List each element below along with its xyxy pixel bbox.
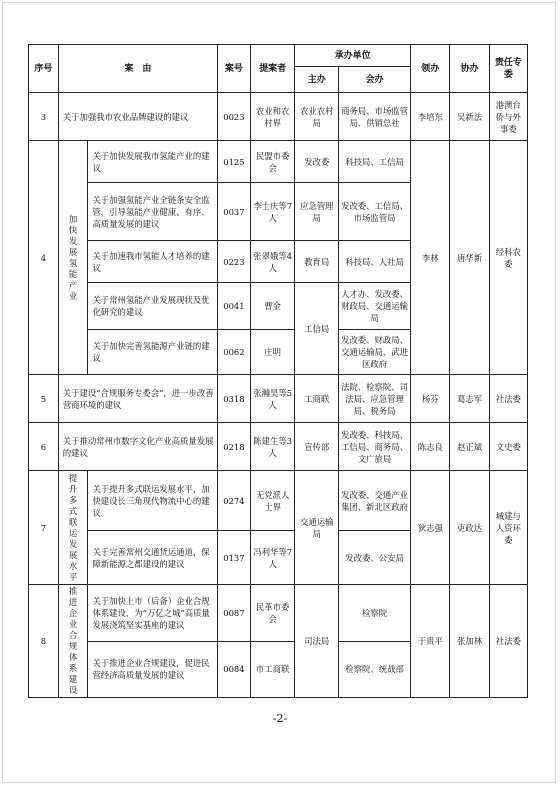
committee-cell: 社法委 xyxy=(489,585,527,698)
group-cell xyxy=(58,585,88,698)
header-units: 承办单位 xyxy=(295,45,411,67)
group-label: 推进企业合规体系建设 xyxy=(68,586,78,695)
proposer-cell: 张瀚昊等5人 xyxy=(250,375,295,423)
case-no-cell: 0041 xyxy=(217,283,250,330)
assist-cell: 张加林 xyxy=(450,585,489,698)
lead-unit-cell: 司法局 xyxy=(295,585,339,698)
group-cell xyxy=(58,141,88,375)
co-unit-cell: 发改委、工信局、市场监管局 xyxy=(338,183,410,241)
reason-cell: 关于加快完善氢能源产业链的建议 xyxy=(88,330,218,375)
leader-cell: 李培东 xyxy=(411,93,450,141)
co-unit-cell: 法院、检察院、司法局、应急管理局、税务局 xyxy=(338,375,410,423)
co-unit-cell: 检察院 xyxy=(338,585,410,642)
co-unit-cell: 商务局、市场监管局、供销总社 xyxy=(338,93,410,141)
table-row xyxy=(29,141,528,183)
leader-cell: 于贵平 xyxy=(411,585,450,698)
header-assist: 协办 xyxy=(450,45,489,93)
header-leader: 领办 xyxy=(411,45,450,93)
proposal-table xyxy=(28,44,528,698)
proposer-cell: 庄明 xyxy=(250,330,295,375)
reason-cell: 关于加强氢能产业全链条安全监管，引导氢能产业健康、有序、高质量发展的建议 xyxy=(88,183,218,241)
co-unit-cell: 科技局、工信局 xyxy=(338,141,410,183)
assist-cell: 吏政达 xyxy=(450,471,489,585)
co-unit-cell: 发改委、科技局、工信局、商务局、文广旅局 xyxy=(338,423,410,471)
case-no-cell: 0023 xyxy=(217,93,250,141)
reason-cell: 关于推进企业合规建设，促进民营经济高质量发展的建议 xyxy=(88,641,218,698)
reason-cell: 关于加快上市（后备）企业合规体系建设，为“万亿之城”高质量发展浇筑坚实基座的建议 xyxy=(88,585,218,642)
lead-unit-cell: 交通运输局 xyxy=(295,471,339,585)
table-row xyxy=(29,93,528,141)
committee-cell: 城建与人资环委 xyxy=(489,471,527,585)
case-no-cell: 0087 xyxy=(217,585,250,642)
lead-unit-cell: 工商联 xyxy=(295,375,339,423)
table-row xyxy=(29,471,528,531)
case-no-cell: 0084 xyxy=(217,641,250,698)
leader-cell: 陈志良 xyxy=(411,423,450,471)
proposer-cell: 陈建生等3人 xyxy=(250,423,295,471)
assist-cell: 唐华新 xyxy=(450,141,489,375)
co-unit-cell: 发改委、财政局、交通运输局、武进区政府 xyxy=(338,330,410,375)
lead-unit-cell: 教育局 xyxy=(295,241,339,283)
lead-unit-cell: 工信局 xyxy=(295,283,339,375)
proposer-cell: 张翠娥等4人 xyxy=(250,241,295,283)
proposer-cell: 李士庆等7人 xyxy=(250,183,295,241)
reason-cell: 关于提升多式联运发展水平，加快建设长三角现代物流中心的建议 xyxy=(88,471,218,531)
group-label: 加快发展氢能产业 xyxy=(68,213,78,301)
group-label: 提升多式联运发展水平 xyxy=(68,472,78,582)
seq-cell: 3 xyxy=(29,93,59,141)
case-no-cell: 0037 xyxy=(217,183,250,241)
table-row xyxy=(29,375,528,423)
proposer-cell: 曹金 xyxy=(250,283,295,330)
committee-cell: 文史委 xyxy=(489,423,527,471)
leader-cell: 杨芬 xyxy=(411,375,450,423)
case-no-cell: 0318 xyxy=(217,375,250,423)
assist-cell: 赵正斌 xyxy=(450,423,489,471)
committee-cell: 港澳台侨与外事委 xyxy=(489,93,527,141)
reason-cell: 关于推动常州市数字文化产业高质量发展的建议 xyxy=(58,423,217,471)
header-committee: 责任专委 xyxy=(489,45,527,93)
reason-cell: 关于建设“合规服务专委会”，进一步改善营商环境的建议 xyxy=(58,375,217,423)
committee-cell: 社法委 xyxy=(489,375,527,423)
lead-unit-cell: 宣传部 xyxy=(295,423,339,471)
co-unit-cell: 人才办、发改委、财政局、交通运输局 xyxy=(338,283,410,330)
reason-cell: 关于完善常州交通货运通道，保障新能源之都建设的建议 xyxy=(88,531,218,585)
co-unit-cell: 科技局、人社局 xyxy=(338,241,410,283)
header-case-no: 案号 xyxy=(217,45,250,93)
case-no-cell: 0223 xyxy=(217,241,250,283)
leader-cell: 狄志强 xyxy=(411,471,450,585)
header-proposer: 提案者 xyxy=(250,45,295,93)
co-unit-cell: 发改委、交通产业集团、新北区政府 xyxy=(338,471,410,531)
header-seq: 序号 xyxy=(29,45,59,93)
case-no-cell: 0137 xyxy=(217,531,250,585)
assist-cell: 葛志军 xyxy=(450,375,489,423)
co-unit-cell: 发改委、公安局 xyxy=(338,531,410,585)
case-no-cell: 0062 xyxy=(217,330,250,375)
committee-cell: 经科农委 xyxy=(489,141,527,375)
case-no-cell: 0218 xyxy=(217,423,250,471)
seq-cell: 8 xyxy=(29,585,59,698)
seq-cell: 6 xyxy=(29,423,59,471)
seq-cell: 4 xyxy=(29,141,59,375)
proposer-cell: 农业和农村界 xyxy=(250,93,295,141)
lead-unit-cell: 应急管理局 xyxy=(295,183,339,241)
proposer-cell: 民革市委会 xyxy=(250,585,295,642)
table-row xyxy=(29,585,528,642)
case-no-cell: 0125 xyxy=(217,141,250,183)
leader-cell: 李林 xyxy=(411,141,450,375)
proposer-cell: 民盟市委会 xyxy=(250,141,295,183)
reason-cell: 关于加强我市农业品牌建设的建议 xyxy=(58,93,217,141)
header-co-unit: 会办 xyxy=(338,67,410,93)
proposer-cell: 无党派人士界 xyxy=(250,471,295,531)
header-reason: 案 由 xyxy=(58,45,217,93)
lead-unit-cell: 农业农村局 xyxy=(295,93,339,141)
group-cell xyxy=(58,471,88,585)
reason-cell: 关于加速我市氢能人才培养的建议 xyxy=(88,241,218,283)
assist-cell: 吴新法 xyxy=(450,93,489,141)
seq-cell: 7 xyxy=(29,471,59,585)
table-row xyxy=(29,423,528,471)
header-lead-unit: 主办 xyxy=(295,67,339,93)
case-no-cell: 0274 xyxy=(217,471,250,531)
co-unit-cell: 检察院、统战部 xyxy=(338,641,410,698)
reason-cell: 关于加快发展我市氢能产业的建议 xyxy=(88,141,218,183)
reason-cell: 关于常州氢能产业发展现状及优化研究的建议 xyxy=(88,283,218,330)
page-number: -2- xyxy=(272,712,288,725)
proposer-cell: 冯利华等7人 xyxy=(250,531,295,585)
seq-cell: 5 xyxy=(29,375,59,423)
lead-unit-cell: 发改委 xyxy=(295,141,339,183)
proposer-cell: 市工商联 xyxy=(250,641,295,698)
